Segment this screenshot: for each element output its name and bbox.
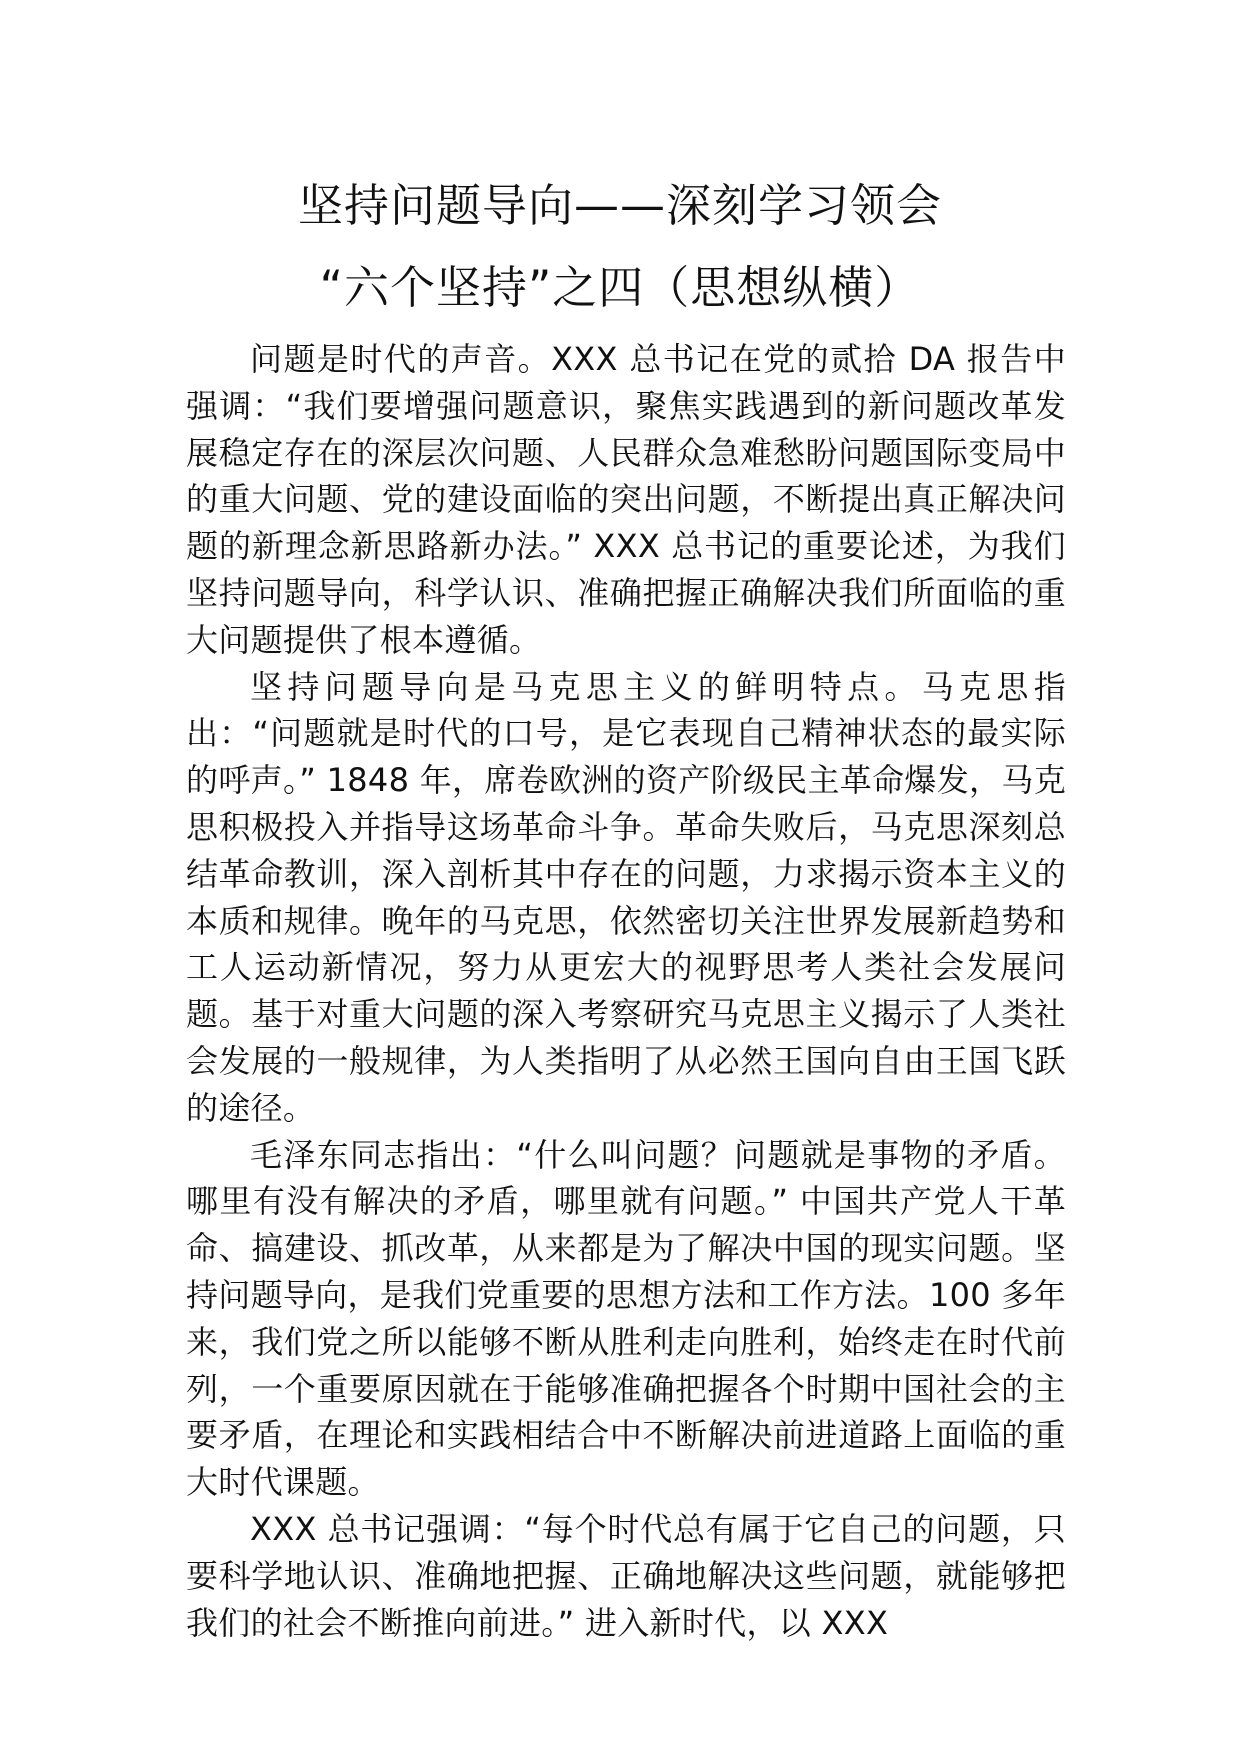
paragraph-2: 坚持问题导向是马克思主义的鲜明特点。马克思指出：“问题就是时代的口号，是它表现自己精神状态的最实际的呼声。” 1848 年，席卷欧洲的资产阶级民主革命爆发，马克思积极投入并指导这场革命斗争。革命失败后，马克思深刻总结革命教训，深入剖析其中存在的问题，力求揭示资本主义的本质和规律。晚年的马克思，依然密切关注世界发展新趋势和工人运动新情况，努力从更宏大的视野思考人类社会发展问题。基于对重大问题的深入考察研究马克思主义揭示了人类社会发展的一般规律，为人类指明了从必然王国向自由王国飞跃的途径。: [186, 667, 1066, 1127]
paragraph-1: 问题是时代的声音。XXX 总书记在党的贰拾 DA 报告中强调：“我们要增强问题意识，聚焦实践遇到的新问题改革发展稳定存在的深层次问题、人民群众急难愁盼问题国际变局中的重大问题、党的建设面临的突出问题，不断提出真正解决问题的新理念新思路新办法。” XXX 总书记的重要论述，为我们坚持问题导向，科学认识、准确把握正确解决我们所面临的重大问题提供了根本遵循。: [186, 340, 1066, 659]
paragraph-3: 毛泽东同志指出：“什么叫问题？问题就是事物的矛盾。哪里有没有解决的矛盾，哪里就有问题。” 中国共产党人干革命、搞建设、抓改革，从来都是为了解决中国的现实问题。坚持问题导向，是我们党重要的思想方法和工作方法。100 多年来，我们党之所以能够不断从胜利走向胜利，始终走在时代前列，一个重要原因就在于能够准确把握各个时期中国社会的主要矛盾，在理论和实践相结合中不断解决前进道路上面临的重大时代课题。: [186, 1135, 1066, 1502]
title-line-1: 坚持问题导向——深刻学习领会: [297, 179, 942, 232]
document-title: [140, 165, 1100, 329]
title-line-2: “六个坚持”之四（思想纵横）: [319, 261, 921, 314]
document-body: [186, 336, 1066, 1646]
paragraph-4: XXX 总书记强调：“每个时代总有属于它自己的问题，只要科学地认识、准确地把握、正确地解决这些问题，就能够把我们的社会不断推向前进。” 进入新时代，以 XXX: [186, 1509, 1066, 1642]
